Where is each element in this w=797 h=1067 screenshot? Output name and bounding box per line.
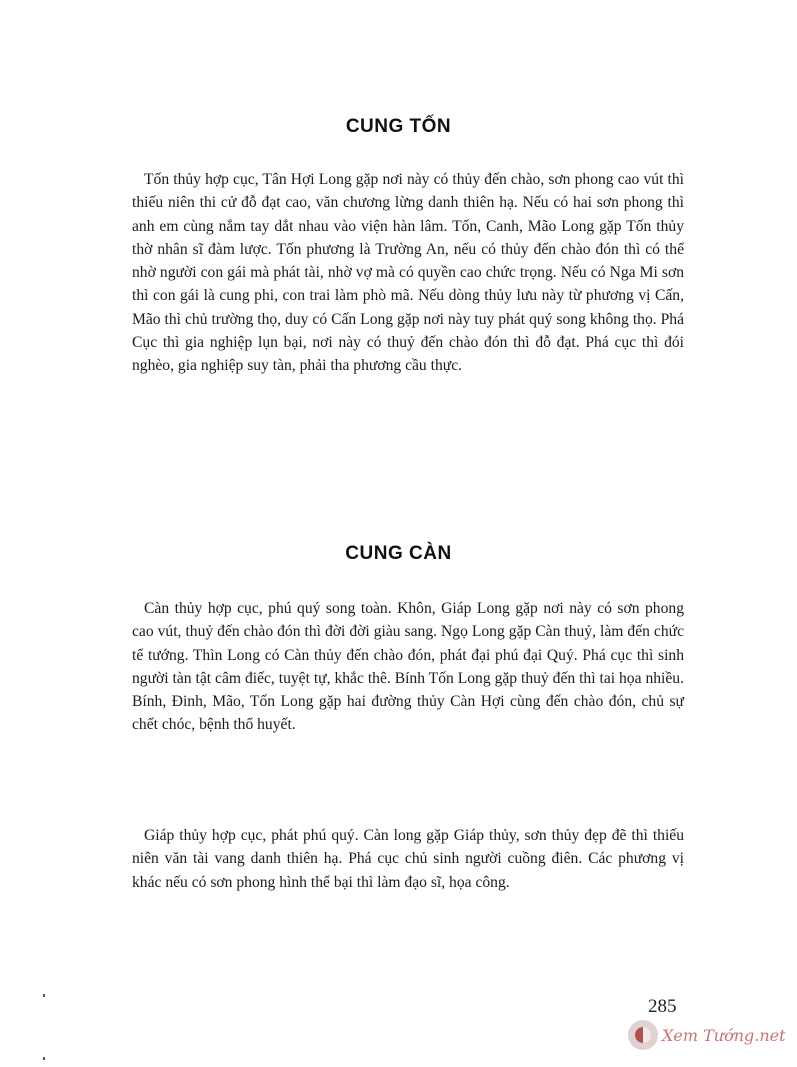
section-heading-cung-can: CUNG CÀN xyxy=(345,543,452,564)
watermark xyxy=(628,1018,790,1052)
page-number: 285 xyxy=(648,996,677,1017)
paragraph-cung-can-1: Càn thủy hợp cục, phú quý song toàn. Khôn, Giáp Long gặp nơi này có sơn phong cao vút, thuỷ đến chào đón thì đời đời giàu sang. Ngọ Long gặp Càn thuỷ, làm đến chức tể tướng. Thìn Long có Càn thủy đến chào đón, phát đại phú đại Quý. Phá cục thì sinh người tàn tật câm điếc, tuyệt tự, khắc thê. Bính Tốn Long gặp thuỷ đến thì tai họa nhiều. Bính, Đinh, Mão, Tốn Long gặp hai đường thủy Càn Hợi cùng đến chào đón, chủ sự chết chóc, bệnh thổ huyết. xyxy=(132,600,684,734)
section-heading-cung-ton: CUNG TỐN xyxy=(345,116,452,137)
yin-yang-icon xyxy=(628,1020,658,1050)
watermark-text: Xem Tướng.net xyxy=(662,1025,786,1045)
scan-speck xyxy=(43,994,45,997)
paragraph-cung-ton: Tốn thủy hợp cục, Tân Hợi Long gặp nơi này có thủy đến chào, sơn phong cao vút thì thiếu niên thi cử đỗ đạt cao, văn chương lừng danh thiên hạ. Nếu có hai sơn phong thì anh em cùng nắm tay dắt nhau vào viện hàn lâm. Tốn, Canh, Mão Long gặp Tốn thủy thờ nhân sĩ đàm lược. Tốn phương là Trường An, nếu có thủy đến chào đón thì có thể nhờ người con gái mà phát tài, nhờ vợ mà có quyền cao chức trọng. Nếu có Nga Mi sơn thì con gái là cung phi, con trai làm phò mã. Nếu dòng thủy lưu này từ phương vị Cấn, Mão thì chủ trường thọ, duy có Cấn Long gặp nơi này tuy phát quý song không thọ. Phá Cục thì gia nghiệp lụn bại, nơi này có thuỷ đến chào đón thì đỗ đạt. Phá cục thì đói nghèo, gia nghiệp suy tàn, phải tha phương cầu thực. xyxy=(132,171,684,375)
scan-speck xyxy=(43,1057,45,1060)
paragraph-cung-can-2: Giáp thủy hợp cục, phát phú quý. Càn long gặp Giáp thủy, sơn thủy đẹp đẽ thì thiếu niên văn tài vang danh thiên hạ. Phá cục chủ sinh người cuồng điên. Các phương vị khác nếu có sơn phong hình thể bại thì làm đạo sĩ, họa công. xyxy=(132,827,684,891)
